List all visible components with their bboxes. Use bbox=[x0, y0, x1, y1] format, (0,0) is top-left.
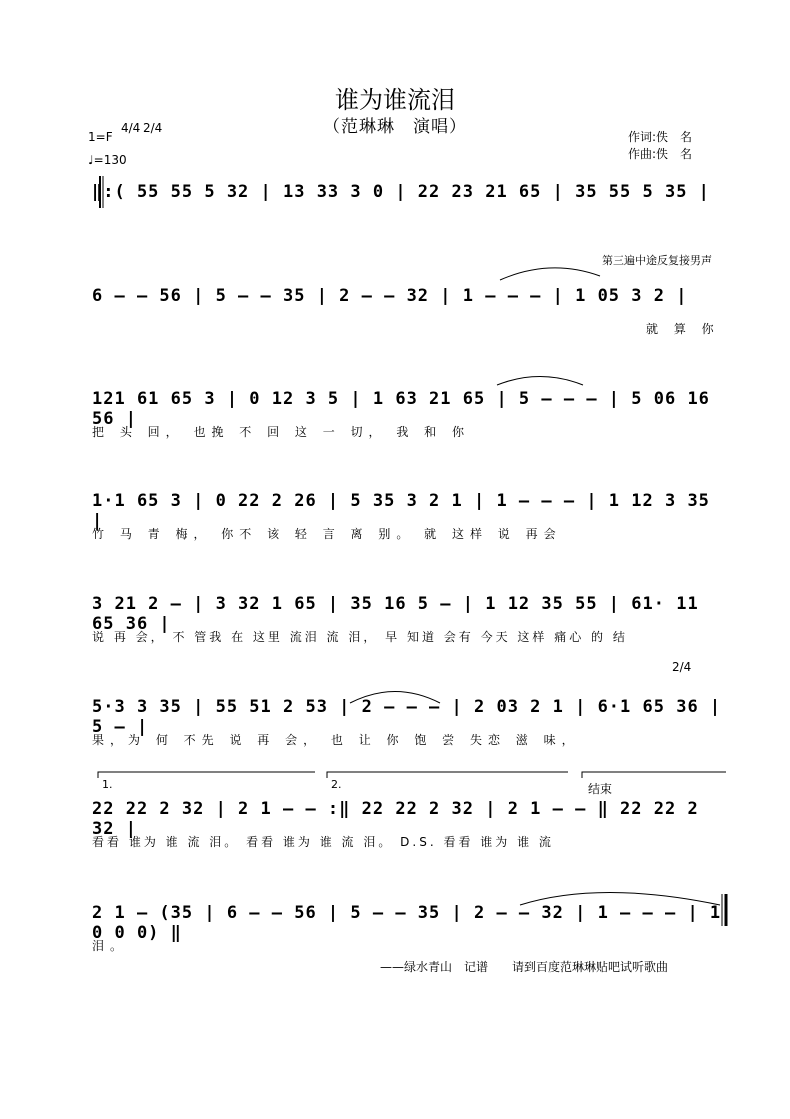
volta-1-label: 1. bbox=[102, 778, 113, 791]
lyrics-line-2: 就 算 你 bbox=[646, 322, 720, 336]
notes-line-4: 1·1 65 3 | 0 22 2 26 | 5 35 3 2 1 | 1 — — — | 1 12 3 35 | bbox=[92, 491, 710, 531]
lyrics-line-8: 泪。 bbox=[92, 939, 129, 953]
notes-line-8: 2 1 — (35 | 6 — — 56 | 5 — — 35 | 2 — — 32 | 1 — — — | 1 0 0 0) ‖ bbox=[92, 903, 722, 943]
key-signature: 1=F bbox=[88, 130, 113, 144]
lyricist-credit: 作词:佚 名 bbox=[628, 130, 693, 144]
song-subtitle: （范琳琳 演唱） bbox=[323, 117, 467, 137]
volta-2-label: 2. bbox=[331, 778, 342, 791]
third-verse-note: 第三遍中途反复接男声 bbox=[602, 254, 712, 267]
song-title: 谁为谁流泪 bbox=[335, 86, 455, 114]
time-signature-2-4: 2/4 bbox=[143, 121, 163, 135]
notes-line-1: ‖:( 55 55 5 32 | 13 33 3 0 | 22 23 21 65 | 35 55 5 35 | bbox=[92, 182, 710, 202]
notes-line-2: 6 — — 56 | 5 — — 35 | 2 — — 32 | 1 — — — | 1 05 3 2 | bbox=[92, 286, 688, 306]
ending-label: 结束 bbox=[588, 782, 613, 796]
lyrics-line-7: 看看 谁为 谁 流 泪。 看看 谁为 谁 流 泪。 D.S. 看看 谁为 谁 流 bbox=[92, 835, 554, 849]
notes-line-7: 22 22 2 32 | 2 1 — — :‖ 22 22 2 32 | 2 1 — — ‖ 22 22 2 32 | bbox=[92, 799, 699, 839]
notes-line-5: 3 21 2 — | 3 32 1 65 | 35 16 5 — | 1 12 35 55 | 61· 11 65 36 | bbox=[92, 594, 699, 634]
composer-credit: 作曲:佚 名 bbox=[628, 147, 693, 161]
notes-line-6: 5·3 3 35 | 55 51 2 53 | 2 — — — | 2 03 2 1 | 6·1 65 36 | 5 — | bbox=[92, 697, 722, 737]
footer-credit: ——绿水青山 记谱 请到百度范琳琳贴吧试听歌曲 bbox=[380, 960, 669, 974]
time-signature-4-4: 4/4 bbox=[121, 121, 141, 135]
lyrics-line-3: 把 头 回， 也挽 不 回 这 一 切， 我 和 你 bbox=[92, 425, 470, 439]
lyrics-line-4: 竹 马 青 梅， 你不 该 轻 言 离 别。 就 这样 说 再会 bbox=[92, 527, 562, 541]
lyrics-line-6: 果，为 何 不先 说 再 会， 也 让 你 饱 尝 失恋 滋 味， bbox=[92, 733, 580, 747]
lyrics-line-5: 说 再 会， 不 管我 在 这里 流泪 流 泪， 早 知道 会有 今天 这样 痛心 的 结 bbox=[92, 630, 628, 644]
notes-line-3: 121 61 65 3 | 0 12 3 5 | 1 63 21 65 | 5 — — — | 5 06 16 56 | bbox=[92, 389, 710, 429]
lyrics-line-1 bbox=[92, 216, 732, 234]
time-change-marker: 2/4 bbox=[672, 660, 692, 674]
tempo-marking: ♩=130 bbox=[88, 153, 127, 167]
